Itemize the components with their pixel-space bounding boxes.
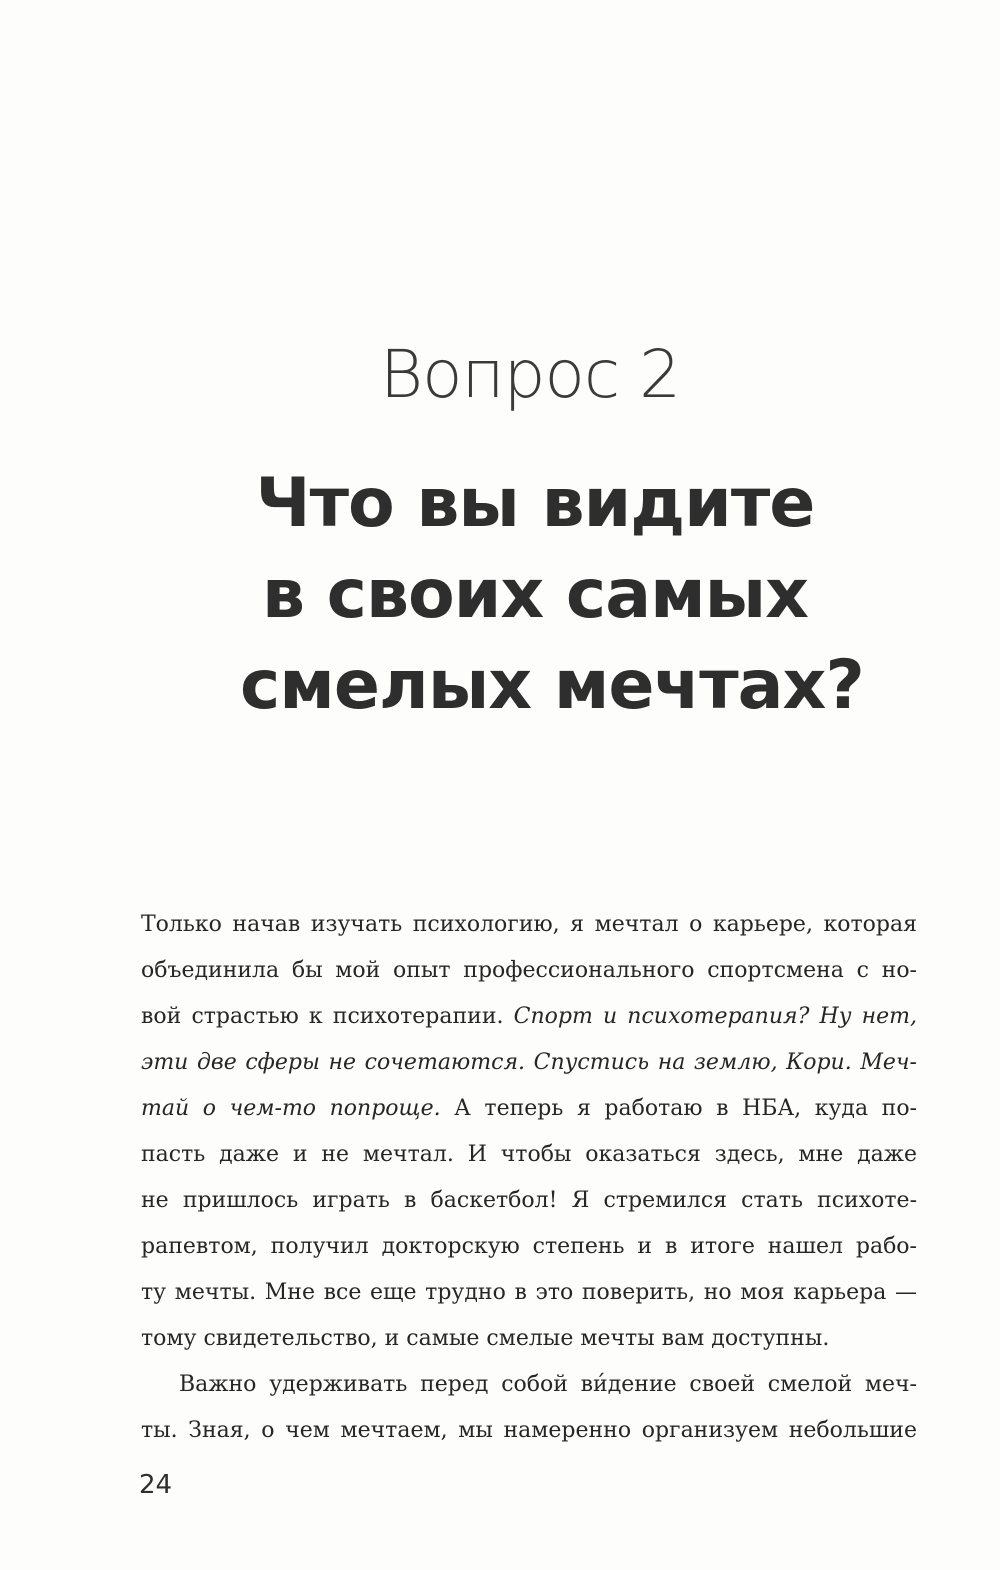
- chapter-title-line: смелых мечтах?: [240, 646, 864, 725]
- body-line: [141, 994, 917, 1040]
- body-text: [141, 902, 917, 1454]
- body-line: [141, 1040, 917, 1086]
- chapter-title-line: в своих самых: [261, 555, 809, 634]
- italic-phrase: Спорт и психотерапия? Ну нет,: [513, 1004, 917, 1029]
- chapter-label: Вопрос 2: [379, 336, 681, 413]
- body-line-segment: вой страстью к психотерапии.: [141, 1004, 514, 1029]
- italic-phrase: тай о чем-то попроще.: [141, 1096, 441, 1121]
- body-line: объединила бы мой опыт профессионального спортсмена с но-: [141, 958, 917, 983]
- chapter-title-line: Что вы видите: [255, 464, 815, 543]
- page-number: 24: [139, 1470, 173, 1500]
- body-line-segment: А теперь я работаю в НБА, куда по-: [440, 1096, 917, 1121]
- body-line: [141, 1086, 917, 1132]
- body-line: ту мечты. Мне все еще трудно в это поверить, но моя карьера —: [141, 1280, 917, 1305]
- body-line: не пришлось играть в баскетбол! Я стремился стать психоте-: [141, 1188, 917, 1213]
- body-line: тому свидетельство, и самые смелые мечты вам доступны.: [141, 1326, 830, 1351]
- body-line: пасть даже и не мечтал. И чтобы оказаться здесь, мне даже: [141, 1142, 917, 1167]
- body-line: Важно удерживать перед собой ви́дение своей смелой меч-: [179, 1372, 917, 1397]
- italic-phrase: эти две сферы не сочетаются. Спустись на землю, Кори. Меч-: [141, 1050, 917, 1075]
- body-line: Только начав изучать психологию, я мечтал о карьере, которая: [141, 912, 917, 937]
- body-line: ты. Зная, о чем мечтаем, мы намеренно организуем небольшие: [141, 1418, 917, 1443]
- chapter-title: [240, 458, 864, 731]
- body-line: рапевтом, получил докторскую степень и в итоге нашел рабо-: [141, 1234, 917, 1259]
